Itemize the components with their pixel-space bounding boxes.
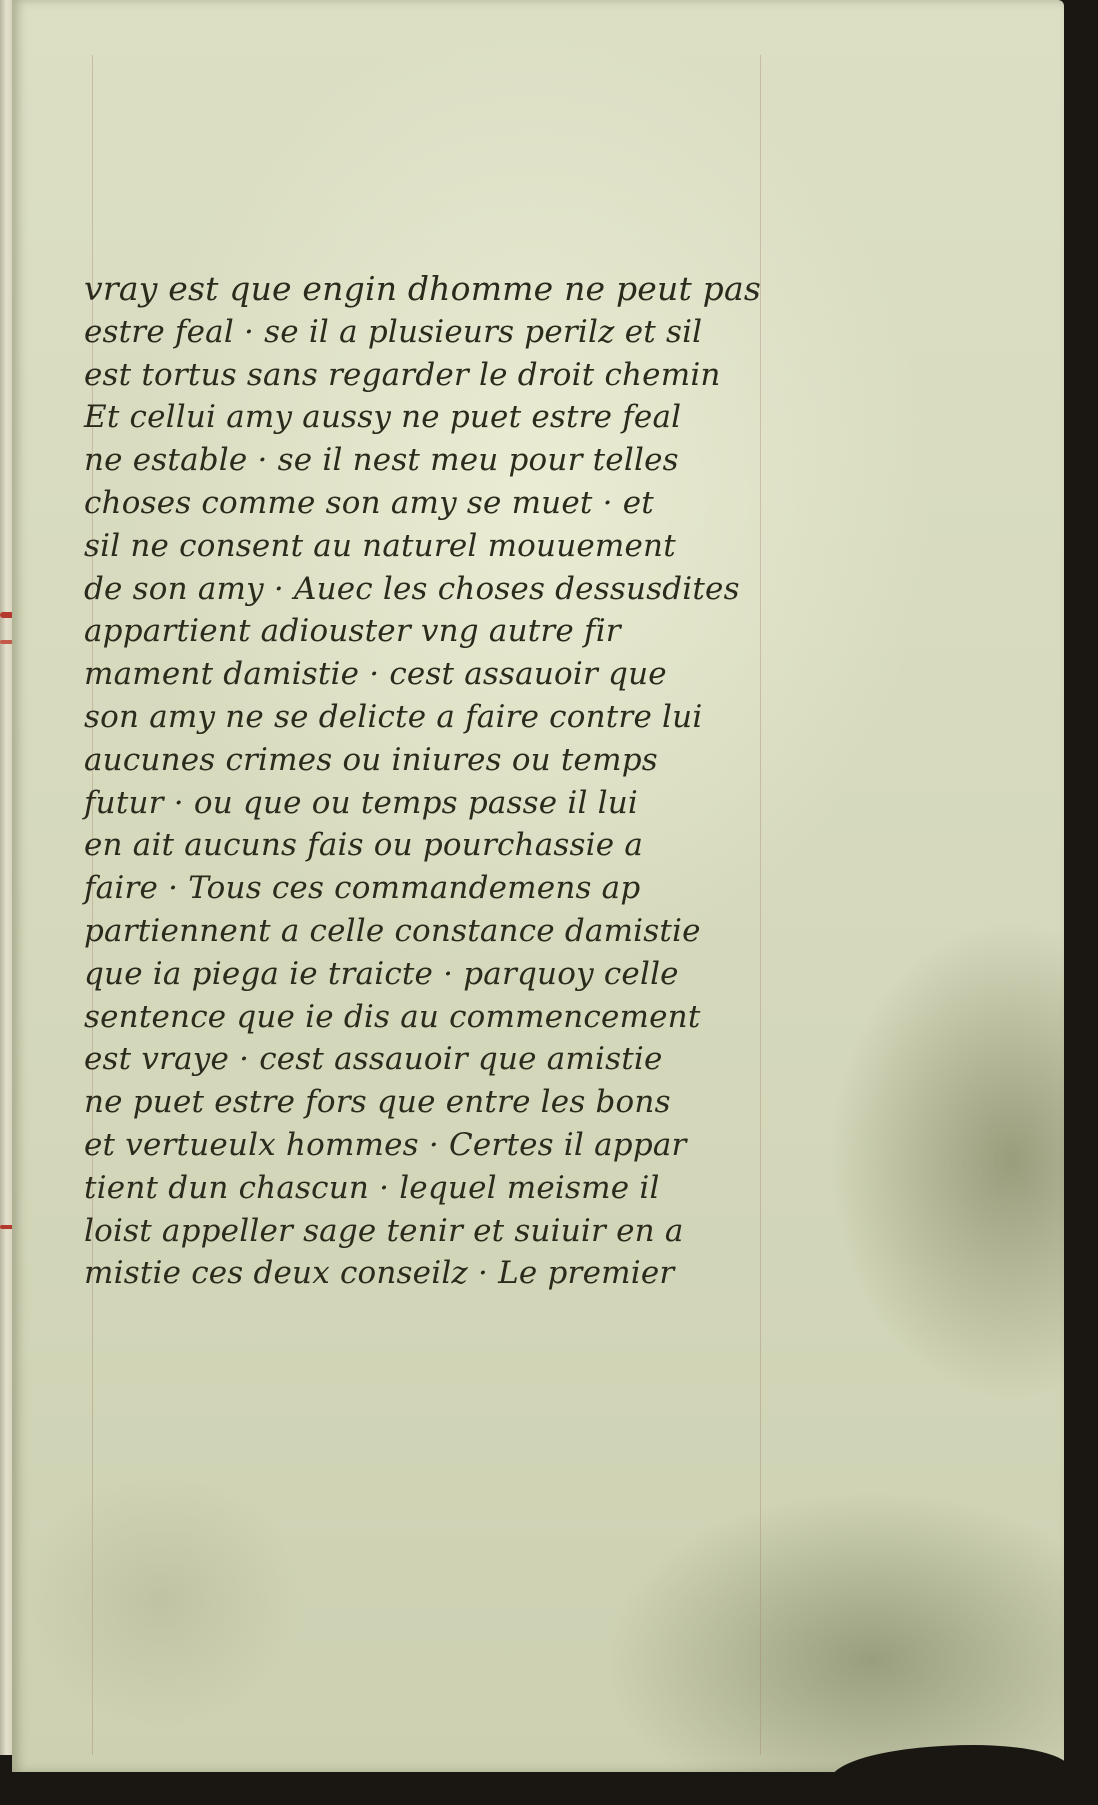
- text-line: mistie ces deux conseilz · Le premier: [84, 1255, 675, 1292]
- text-line: estre feal · se il a plusieurs perilz et sil: [84, 313, 703, 350]
- text-line: partiennent a celle constance damistie: [84, 912, 701, 949]
- text-line: mament damistie · cest assauoir que: [84, 656, 667, 693]
- text-line: est vraye · cest assauoir que amistie: [84, 1041, 663, 1078]
- manuscript-folio: [12, 0, 1064, 1772]
- text-line: choses comme son amy se muet · et: [84, 484, 654, 521]
- text-line: futur · ou que ou temps passe il lui: [84, 784, 639, 821]
- text-line: en ait aucuns fais ou pourchassie a: [84, 827, 644, 864]
- text-line: tient dun chascun · lequel meisme il: [84, 1169, 660, 1206]
- text-line: Et cellui amy aussy ne puet estre feal: [84, 399, 682, 436]
- text-line: aucunes crimes ou iniures ou temps: [84, 741, 658, 778]
- text-line: ne estable · se il nest meu pour telles: [84, 442, 679, 479]
- text-line: vray est que engin dhomme ne peut pas: [84, 269, 761, 308]
- text-line: est tortus sans regarder le droit chemin: [84, 356, 721, 393]
- text-line: appartient adiouster vng autre fir: [84, 613, 621, 650]
- text-line: loist appeller sage tenir et suiuir en a: [84, 1212, 684, 1249]
- text-line: son amy ne se delicte a faire contre lui: [84, 698, 703, 735]
- text-line: sentence que ie dis au commencement: [84, 998, 701, 1035]
- text-line: de son amy · Auec les choses dessusdites: [84, 570, 740, 607]
- text-line: ne puet estre fors que entre les bons: [84, 1084, 671, 1121]
- text-block: [84, 268, 804, 1295]
- text-line: que ia piega ie traicte · parquoy celle: [84, 955, 679, 992]
- text-line: faire · Tous ces commandemens ap: [84, 870, 641, 907]
- text-line: sil ne consent au naturel mouuement: [84, 527, 676, 564]
- text-line: et vertueulx hommes · Certes il appar: [84, 1126, 687, 1163]
